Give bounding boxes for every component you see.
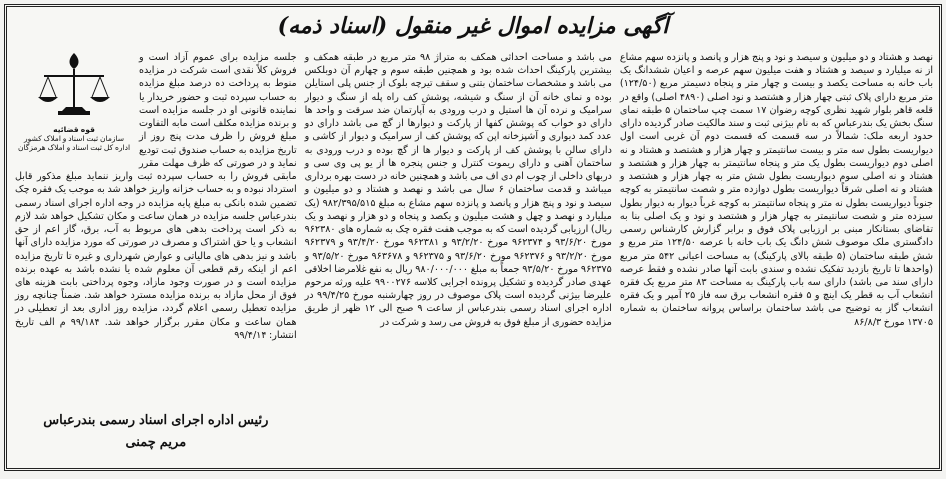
column-right-text: نهصد و هشتاد و دو میلیون و سیصد و نود و پنج هزار و پانصد و پانزده سهم مشاع از نه میلیارد و سیصد و هشتاد و هفت میلیون سهم عرصه و اعیان ششدانگ یک باب خانه به مساحت یکصد و بیست و چهار متر و پنجاه دسیمتر مربع (۱۲۴/۵۰) متر مربع دارای پلاک ثبتی چهار هزار و هشتصد و نود اصلی (۴۸۹۰ اصلی) واقع در قلعه قاهر بلوار شهید نظری کوچه رضوان ۱۷ سمت چپ ساختمان ۵ طبقه نمای سنگ بخش یک بندرعباس که به نام بیژنی ثبت و سند مالکیت صادر گردیده دارای حدود اربعه ملک: شمالاً در سه قسمت که قسمت دوم آن غربی است اول دیواریست بطول سه متر و بیست سانتیمتر و چهار هزار و هشتصد و هشتاد و نه اصلی دوم دیواریست بطول یک متر و پنجاه سانتیمتر به چهار هزار و هشتصد و هشتاد و نه اصلی سوم دیواریست بطول شش متر به چهار هزار و هشتصد و هشتاد و نه اصلی شرقاً دیواریست بطول دوازده متر و شصت سانتیمتر به کوچه جنوباً دیواریست بطول نه متر و پنجاه سانتیمتر به کوچه غرباً دیوار به دیوار بطول سیزده متر و شصت سانتیمتر به چهار هزار و هشتصد و نود و یک اصلی بنا به تقاضای بستانکار مبنی بر ارزیابی پلاک فوق و برابر گزارش کارشناس رسمی دادگستری ملک موصوف شش دانگ یک باب خانه با عرصه ۱۲۴/۵۰ متر مربع و شش طبقه ساختمان (۵ طبقه بالای پارکینگ) به مساحت اعیانی ۵۴۲ متر مربع (واحدها تا تاریخ بازدید تفکیک نشده و سندی بابت آنها صادر نشده و فقط عرصه دارای سند می باشد) دارای سه باب پارکینگ به مساحت ۸۳ متر مربع یک فقره انشعاب آب به قطر یک اینچ و ۵ فقره انشعاب برق سه فاز ۲۵ آمپر و یک فقره انشعاب گاز به توضیح می باشد ساختمان براساس پروانه ساختمان به شماره ۱۳۷۰۵ مورخ ۸۶/۸/۳ bbox=[619, 52, 934, 328]
notice-columns bbox=[15, 51, 933, 462]
column-middle-text: می باشد و مساحت احداثی همکف به متراژ ۹۸ متر مربع در طبقه همکف و بیشترین پارکینگ احداث شده بود و همچنین طبقه سوم و چهارم آن دوبلکس می باشد و مشخصات ساختمان بتنی و سقف تیرچه بلوک از جنس پلی استایلن بوده و نمای خانه آن از سنگ و شیشه، پوشش کف راه پله از سنگ و دیوار سرامیک و نرده آن ها استیل و درب ورودی به آپارتمان ضد سرقت و واحد ها دارای دو خواب که پوشش کفها از پارکت و دیوارها از گچ می باشد دارای دو عدد کمد دیواری و آشپزخانه اپن که پوشش کف از سرامیک و دیوار از کاشی و دارای سالن با پوشش کف از پارکت و دیوار ها از گچ بوده و درب ورودی به ساختمان آهنی و دارای ریموت کنترل و جنس پنجره ها از یو پی وی سی و دربهای داخلی از چوب ام دی اف می باشد و همچنین خانه در دست بهره برداری میباشد و قدمت ساختمان ۶ سال می باشد و نهصد و هشتاد و دو میلیون و سیصد و نود و پنج هزار و پانصد و پانزده سهم مشاع به مبلغ ۹۸۲/۳۹۵/۵۱۵ (یک میلیارد و نهصد و چهل و هشت میلیون و یکصد و پنجاه و دو هزار و نهصد و یک ریال) ارزیابی گردیده است که به موجب هفت فقره چک به شماره های ۹۶۲۳۸۰ مورخ ۹۳/۶/۲۰ و ۹۶۲۳۷۴ مورخ ۹۳/۲/۲۰ و ۹۶۲۳۸۱ مورخ ۹۳/۴/۲۰ و ۹۶۲۳۷۹ مورخ ۹۳/۲/۲۰ و ۹۶۲۳۷۶ مورخ ۹۳/۶/۲۰ و ۹۶۲۳۷۵ و ۹۶۳۶۷۸ مورخ ۹۳/۵/۲۰ و ۹۶۲۳۷۵ مورخ ۹۳/۵/۲۰ جمعاً به مبلغ ۹۸۰/۰۰۰/۰۰۰ ریال به نفع غلامرضا اخلاقی عهدی صادر گردیده و تشکیل پرونده اجرایی کلاسه ۹۹۰۰۲۷۶ علیه ورثه مرحوم علیرضا بیژنی گردیده است پلاک موصوف در روز چهارشنبه مورخ ۹۹/۴/۲۵ در اداره اجرای اسناد رسمی بندرعباس از ساعت ۹ صبح الی ۱۲ ظهر از طریق مزایده حضوری از مبلغ فوق به فروش می رسد و شرکت در bbox=[304, 52, 612, 328]
logo-caption-line3: اداره کل ثبت اسناد و املاک هرمزگان bbox=[17, 143, 131, 152]
notice-page bbox=[4, 4, 942, 471]
logo-caption-line2: سازمان ثبت اسناد و املاک کشور bbox=[23, 134, 125, 143]
column-left bbox=[15, 51, 297, 462]
judiciary-logo bbox=[15, 51, 133, 159]
logo-caption bbox=[18, 125, 130, 152]
judiciary-scales-emblem-icon bbox=[34, 51, 114, 123]
column-right bbox=[620, 51, 933, 462]
signature-name: مریم چمنی bbox=[125, 435, 187, 451]
signature-block bbox=[15, 412, 297, 452]
column-middle bbox=[305, 51, 612, 462]
column-left-text: جلسه مزایده برای عموم آزاد است و فروش کلاً نقدی است شرکت در مزایده منوط به پرداخت ده درصد مبلغ مزایده به حساب سپرده ثبت و حضور خریدار یا نماینده قانونی او در جلسه مزایده است و برنده مزایده مکلف است مابه التفاوت مبلغ فروش را ظرف مدت پنج روز از تاریخ مزایده به حساب صندوق ثبت تودیع نماید و در صورتی که ظرف مهلت مقرر مابقی فروش را به حساب سپرده ثبت واریز ننماید مبلغ مذکور قابل استرداد نبوده و به حساب خزانه واریز خواهد شد به موجب یک فقره چک تضمین شده بانکی به مبلغ پایه مزایده در وجه اداره اجرای اسناد رسمی بندرعباس جلسه مزایده در همان ساعت و مکان تشکیل خواهد شد لازم به ذکر است پرداخت بدهی های مربوط به آب، برق، گاز اعم از حق انشعاب و یا حق اشتراک و مصرف در صورتی که مورد مزایده دارای آنها باشد و نیز بدهی های مالیاتی و عوارض شهرداری و غیره تا تاریخ مزایده اعم از اینکه رقم قطعی آن معلوم شده یا نشده باشد به عهده برنده مزایده است و در صورت وجود مازاد، وجوه پرداختی بابت هزینه های فوق از محل مازاد به برنده مزایده مسترد خواهد شد. ضمناً چنانچه روز مزایده تعطیل رسمی اعلام گردد، مزایده روز اداری بعد از تعطیلی در همان ساعت و مکان مقرر برگزار خواهد شد. ۹۹/۱۸۴ م الف تاریخ انتشار: ۹۹/۴/۱۴ bbox=[15, 52, 297, 341]
notice-title: آگهی مزایده اموال غیر منقول (اسناد ذمه) bbox=[277, 13, 669, 39]
signature-title: رئیس اداره اجرای اسناد رسمی بندرعباس bbox=[43, 413, 269, 429]
logo-caption-line1: قوه قضائیه bbox=[53, 125, 95, 134]
